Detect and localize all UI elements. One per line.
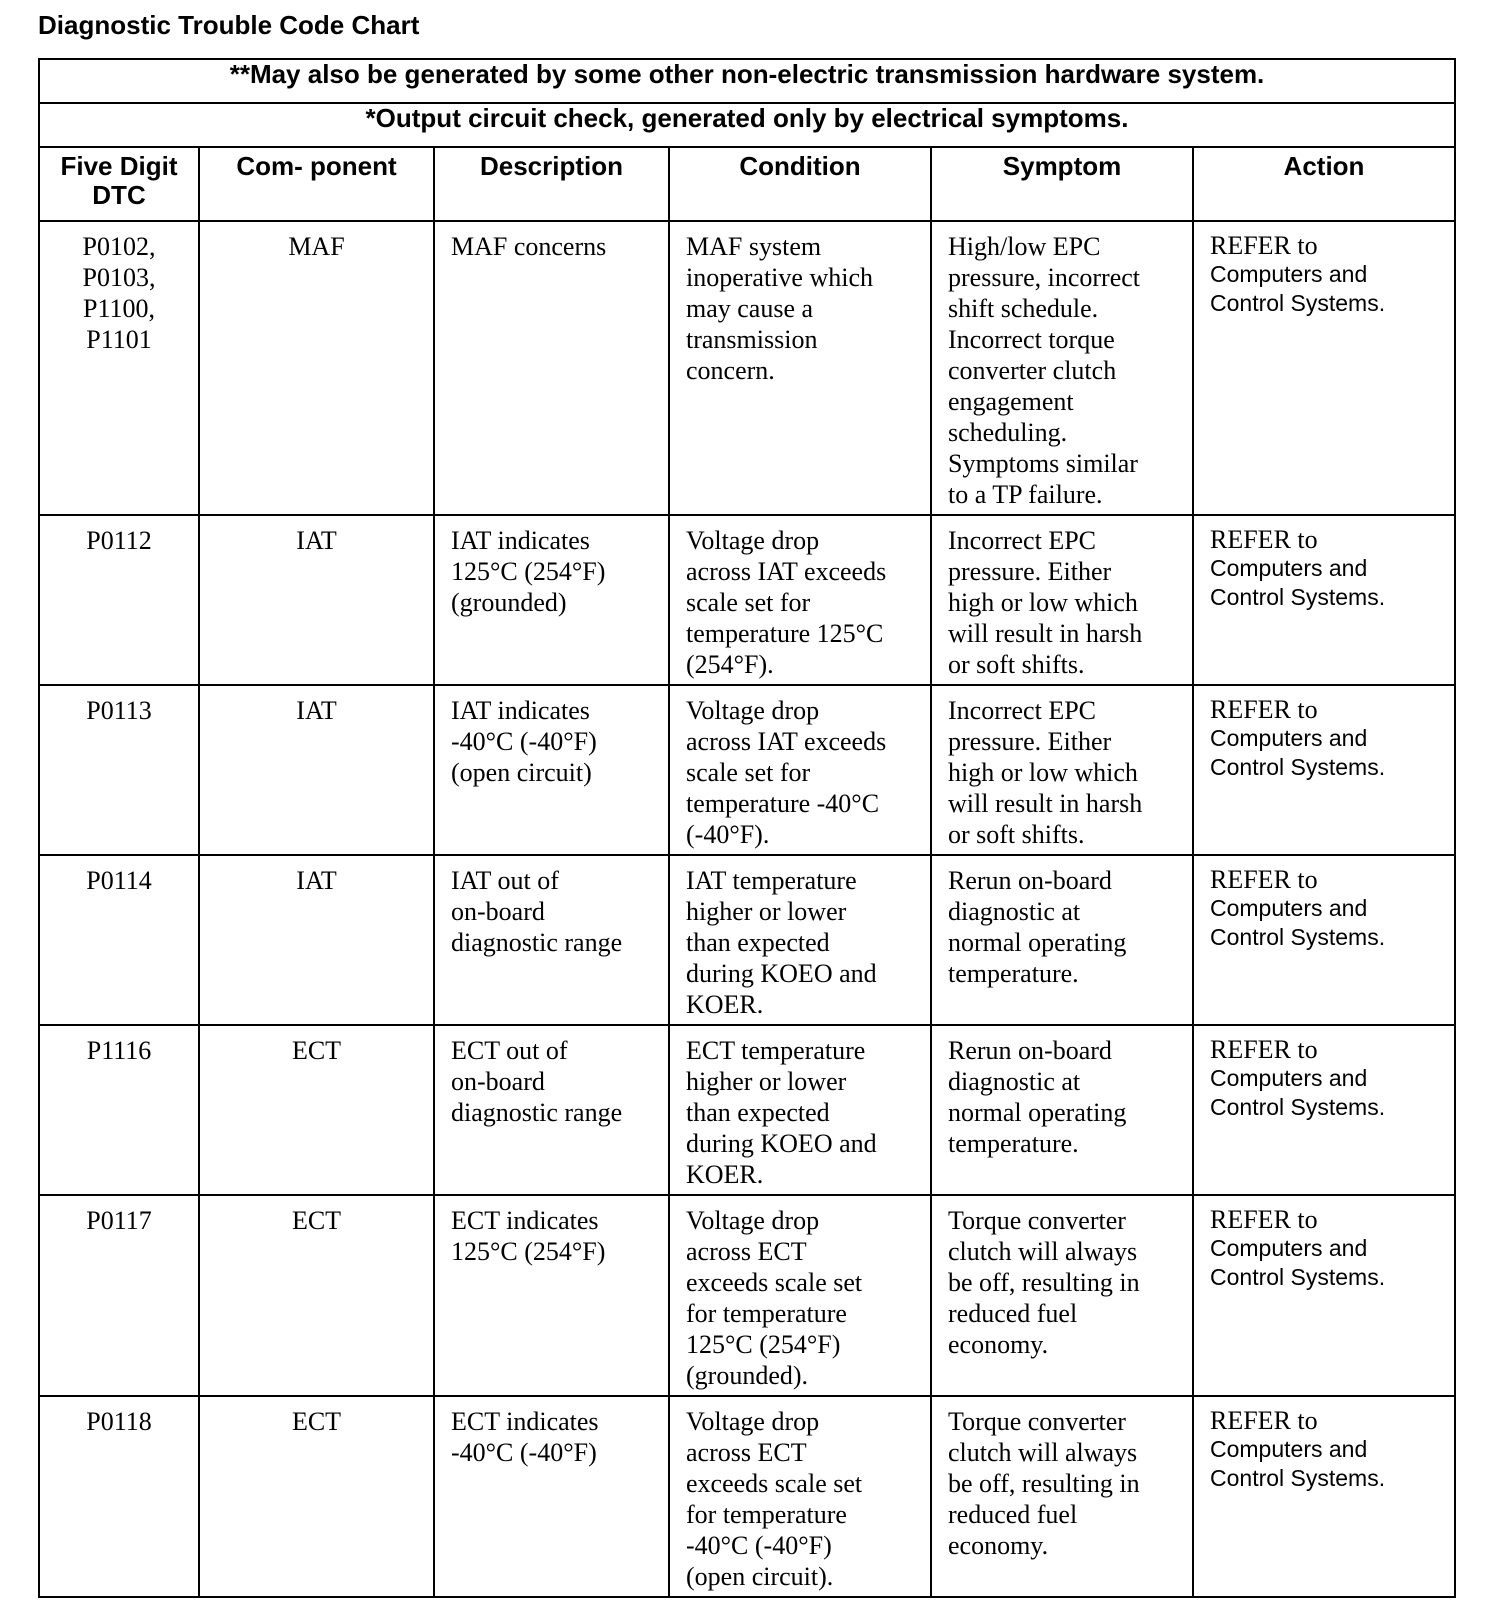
action-cell xyxy=(1193,1025,1455,1195)
table-row xyxy=(39,1195,1455,1396)
symptom-cell-line: pressure, incorrect xyxy=(948,263,1141,292)
condition-cell xyxy=(669,1396,931,1597)
component-cell: MAF xyxy=(199,221,434,515)
symptom-cell-line: normal operating xyxy=(948,1098,1127,1127)
action-reference-text: Control Systems. xyxy=(1210,290,1386,316)
header-dtc: Five Digit DTC xyxy=(39,147,199,221)
condition-cell-line: temperature 125°C xyxy=(686,619,884,648)
symptom-cell-line: diagnostic at xyxy=(948,897,1081,926)
condition-cell-line: higher or lower xyxy=(686,1067,847,1096)
symptom-cell-line: economy. xyxy=(948,1330,1049,1359)
description-cell-line: -40°C (-40°F) xyxy=(451,1438,597,1467)
description-cell xyxy=(434,1025,669,1195)
symptom-cell-line: shift schedule. xyxy=(948,294,1099,323)
symptom-cell xyxy=(931,855,1193,1025)
symptom-cell-line: diagnostic at xyxy=(948,1067,1081,1096)
action-refer-text: REFER to xyxy=(1210,525,1318,554)
symptom-cell-line: or soft shifts. xyxy=(948,650,1085,679)
dtc-code-cell-line: P0103, xyxy=(82,263,156,292)
header-action: Action xyxy=(1193,147,1455,221)
action-cell xyxy=(1193,221,1455,515)
description-cell-line: IAT indicates xyxy=(451,526,590,555)
description-cell xyxy=(434,1396,669,1597)
symptom-cell xyxy=(931,221,1193,515)
condition-cell-line: for temperature xyxy=(686,1299,847,1328)
condition-cell-line: Voltage drop xyxy=(686,1206,820,1235)
symptom-cell-line: clutch will always xyxy=(948,1438,1138,1467)
condition-cell-line: scale set for xyxy=(686,588,811,617)
symptom-cell xyxy=(931,1195,1193,1396)
action-reference-text: Computers and xyxy=(1210,555,1368,581)
condition-cell xyxy=(669,855,931,1025)
table-row xyxy=(39,685,1455,855)
symptom-cell-line: converter clutch xyxy=(948,356,1117,385)
symptom-cell-line: temperature. xyxy=(948,959,1079,988)
symptom-cell-line: Rerun on-board xyxy=(948,1036,1112,1065)
dtc-code-cell xyxy=(39,221,199,515)
table-row xyxy=(39,1025,1455,1195)
condition-cell xyxy=(669,515,931,685)
action-reference-text: Computers and xyxy=(1210,895,1368,921)
action-refer-text: REFER to xyxy=(1210,1406,1318,1435)
symptom-cell-line: high or low which xyxy=(948,758,1138,787)
description-cell xyxy=(434,855,669,1025)
symptom-cell-line: pressure. Either xyxy=(948,557,1112,586)
dtc-code-cell-line: P0118 xyxy=(86,1407,152,1436)
header-condition: Condition xyxy=(669,147,931,221)
condition-cell-line: (grounded). xyxy=(686,1361,809,1390)
condition-cell-line: across IAT exceeds xyxy=(686,727,887,756)
symptom-cell-line: be off, resulting in xyxy=(948,1469,1140,1498)
action-cell xyxy=(1193,685,1455,855)
symptom-cell-line: to a TP failure. xyxy=(948,480,1103,509)
description-cell-line: 125°C (254°F) xyxy=(451,1237,606,1266)
dtc-code-cell xyxy=(39,685,199,855)
description-cell xyxy=(434,515,669,685)
dtc-code-cell xyxy=(39,1396,199,1597)
action-refer-text: REFER to xyxy=(1210,231,1318,260)
dtc-code-cell-line: P0113 xyxy=(86,696,152,725)
action-cell xyxy=(1193,1195,1455,1396)
condition-cell-line: (254°F). xyxy=(686,650,774,679)
symptom-cell-line: Incorrect EPC xyxy=(948,696,1097,725)
condition-cell-line: Voltage drop xyxy=(686,696,820,725)
dtc-code-cell xyxy=(39,1025,199,1195)
description-cell-line: IAT out of xyxy=(451,866,559,895)
description-cell-line: ECT indicates xyxy=(451,1206,599,1235)
description-cell-line: 125°C (254°F) xyxy=(451,557,606,586)
dtc-code-cell-line: P0102, xyxy=(82,232,156,261)
condition-cell-line: IAT temperature xyxy=(686,866,857,895)
symptom-cell xyxy=(931,1025,1193,1195)
condition-cell-line: than expected xyxy=(686,1098,830,1127)
table-row xyxy=(39,855,1455,1025)
condition-cell-line: -40°C (-40°F) xyxy=(686,1531,832,1560)
condition-cell-line: during KOEO and xyxy=(686,959,877,988)
header-symptom: Symptom xyxy=(931,147,1193,221)
condition-cell xyxy=(669,221,931,515)
symptom-cell-line: engagement xyxy=(948,387,1074,416)
symptom-cell-line: normal operating xyxy=(948,928,1127,957)
dtc-table xyxy=(38,58,1456,1598)
table-note-output-circuit: *Output circuit check, generated only by electrical symptoms. xyxy=(39,103,1455,147)
symptom-cell-line: Torque converter xyxy=(948,1206,1126,1235)
header-description: Description xyxy=(434,147,669,221)
condition-cell-line: may cause a xyxy=(686,294,814,323)
condition-cell-line: concern. xyxy=(686,356,775,385)
action-cell xyxy=(1193,1396,1455,1597)
condition-cell-line: across IAT exceeds xyxy=(686,557,887,586)
condition-cell-line: 125°C (254°F) xyxy=(686,1330,841,1359)
symptom-cell xyxy=(931,515,1193,685)
condition-cell-line: during KOEO and xyxy=(686,1129,877,1158)
condition-cell-line: MAF system xyxy=(686,232,822,261)
symptom-cell-line: reduced fuel xyxy=(948,1500,1078,1529)
component-cell: IAT xyxy=(199,515,434,685)
action-refer-text: REFER to xyxy=(1210,695,1318,724)
symptom-cell-line: High/low EPC xyxy=(948,232,1101,261)
condition-cell-line: KOER. xyxy=(686,1160,764,1189)
description-cell-line: (grounded) xyxy=(451,588,567,617)
symptom-cell-line: be off, resulting in xyxy=(948,1268,1140,1297)
header-component: Com- ponent xyxy=(199,147,434,221)
action-reference-text: Control Systems. xyxy=(1210,1465,1386,1491)
symptom-cell-line: Incorrect torque xyxy=(948,325,1115,354)
action-refer-text: REFER to xyxy=(1210,865,1318,894)
table-row xyxy=(39,221,1455,515)
dtc-code-cell xyxy=(39,515,199,685)
condition-cell xyxy=(669,1195,931,1396)
symptom-cell-line: will result in harsh xyxy=(948,789,1143,818)
action-refer-text: REFER to xyxy=(1210,1035,1318,1064)
symptom-cell-line: reduced fuel xyxy=(948,1299,1078,1328)
table-note-electric: **May also be generated by some other non-electric transmission hardware system. xyxy=(39,59,1455,103)
table-row xyxy=(39,515,1455,685)
action-reference-text: Computers and xyxy=(1210,261,1368,287)
condition-cell-line: ECT temperature xyxy=(686,1036,866,1065)
description-cell-line: on-board xyxy=(451,897,545,926)
condition-cell-line: temperature -40°C xyxy=(686,789,880,818)
description-cell-line: (open circuit) xyxy=(451,758,592,787)
description-cell-line: diagnostic range xyxy=(451,1098,623,1127)
component-cell: ECT xyxy=(199,1025,434,1195)
action-refer-text: REFER to xyxy=(1210,1205,1318,1234)
symptom-cell-line: will result in harsh xyxy=(948,619,1143,648)
dtc-code-cell-line: P1101 xyxy=(86,325,152,354)
action-reference-text: Control Systems. xyxy=(1210,754,1386,780)
symptom-cell-line: pressure. Either xyxy=(948,727,1112,756)
symptom-cell-line: or soft shifts. xyxy=(948,820,1085,849)
symptom-cell-line: temperature. xyxy=(948,1129,1079,1158)
symptom-cell-line: clutch will always xyxy=(948,1237,1138,1266)
description-cell xyxy=(434,685,669,855)
condition-cell-line: across ECT xyxy=(686,1438,807,1467)
condition-cell-line: higher or lower xyxy=(686,897,847,926)
component-cell: ECT xyxy=(199,1396,434,1597)
column-headers xyxy=(39,147,1455,221)
condition-cell-line: exceeds scale set xyxy=(686,1469,863,1498)
action-reference-text: Computers and xyxy=(1210,1065,1368,1091)
description-cell-line: diagnostic range xyxy=(451,928,623,957)
description-cell-line: IAT indicates xyxy=(451,696,590,725)
dtc-code-cell xyxy=(39,855,199,1025)
description-cell-line: ECT indicates xyxy=(451,1407,599,1436)
condition-cell-line: (-40°F). xyxy=(686,820,770,849)
dtc-code-cell xyxy=(39,1195,199,1396)
action-reference-text: Control Systems. xyxy=(1210,584,1386,610)
dtc-code-cell-line: P0112 xyxy=(86,526,152,555)
condition-cell-line: scale set for xyxy=(686,758,811,787)
condition-cell xyxy=(669,1025,931,1195)
symptom-cell-line: Symptoms similar xyxy=(948,449,1138,478)
dtc-code-cell-line: P0117 xyxy=(86,1206,152,1235)
description-cell-line: -40°C (-40°F) xyxy=(451,727,597,756)
description-cell-line: on-board xyxy=(451,1067,545,1096)
condition-cell-line: (open circuit). xyxy=(686,1562,834,1591)
action-reference-text: Computers and xyxy=(1210,1235,1368,1261)
symptom-cell xyxy=(931,1396,1193,1597)
condition-cell-line: Voltage drop xyxy=(686,1407,820,1436)
action-cell xyxy=(1193,855,1455,1025)
action-reference-text: Control Systems. xyxy=(1210,1094,1386,1120)
component-cell: IAT xyxy=(199,685,434,855)
action-cell xyxy=(1193,515,1455,685)
symptom-cell xyxy=(931,685,1193,855)
dtc-code-cell-line: P0114 xyxy=(86,866,152,895)
action-reference-text: Control Systems. xyxy=(1210,1264,1386,1290)
description-cell xyxy=(434,1195,669,1396)
condition-cell-line: exceeds scale set xyxy=(686,1268,863,1297)
condition-cell-line: inoperative which xyxy=(686,263,873,292)
action-reference-text: Computers and xyxy=(1210,1436,1368,1462)
symptom-cell-line: Torque converter xyxy=(948,1407,1126,1436)
action-reference-text: Control Systems. xyxy=(1210,924,1386,950)
condition-cell-line: for temperature xyxy=(686,1500,847,1529)
symptom-cell-line: high or low which xyxy=(948,588,1138,617)
action-reference-text: Computers and xyxy=(1210,725,1368,751)
condition-cell-line: Voltage drop xyxy=(686,526,820,555)
condition-cell-line: across ECT xyxy=(686,1237,807,1266)
symptom-cell-line: scheduling. xyxy=(948,418,1068,447)
component-cell: IAT xyxy=(199,855,434,1025)
description-cell-line: ECT out of xyxy=(451,1036,568,1065)
table-row xyxy=(39,1396,1455,1597)
dtc-code-cell-line: P1116 xyxy=(86,1036,152,1065)
description-cell-line: MAF concerns xyxy=(451,232,607,261)
condition-cell-line: transmission xyxy=(686,325,818,354)
symptom-cell-line: economy. xyxy=(948,1531,1049,1560)
condition-cell-line: than expected xyxy=(686,928,830,957)
page-title: Diagnostic Trouble Code Chart xyxy=(38,10,420,40)
condition-cell xyxy=(669,685,931,855)
symptom-cell-line: Incorrect EPC xyxy=(948,526,1097,555)
dtc-code-cell-line: P1100, xyxy=(83,294,155,323)
condition-cell-line: KOER. xyxy=(686,990,764,1019)
component-cell: ECT xyxy=(199,1195,434,1396)
symptom-cell-line: Rerun on-board xyxy=(948,866,1112,895)
description-cell xyxy=(434,221,669,515)
